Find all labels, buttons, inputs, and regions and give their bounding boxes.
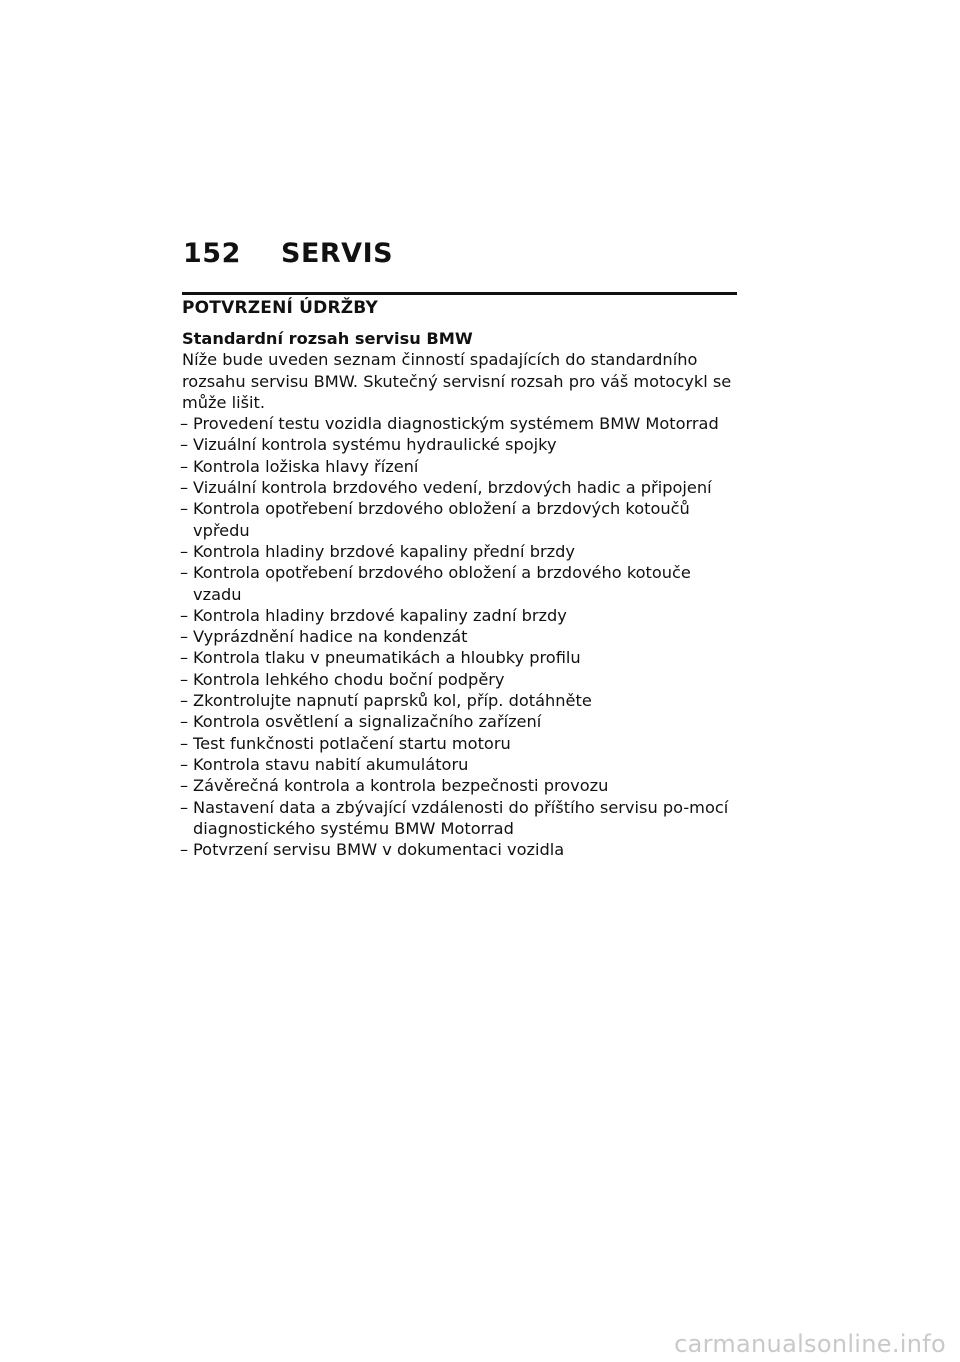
list-item: – Vizuální kontrola brzdového vedení, brzdových hadic a připojení [182,477,742,498]
header-divider [182,292,737,295]
list-item: – Potvrzení servisu BMW v dokumentaci vozidla [182,839,742,860]
list-item: – Kontrola opotřebení brzdového obložení a brzdových kotoučů vpředu [182,498,742,541]
service-checklist [182,413,742,860]
chapter-title: SERVIS [281,238,394,269]
list-item: – Kontrola hladiny brzdové kapaliny zadní brzdy [182,605,742,626]
section-title: POTVRZENÍ ÚDRŽBY [182,298,379,318]
watermark-text: carmanualsonline.info [674,1330,946,1358]
list-item: – Kontrola osvětlení a signalizačního zařízení [182,711,742,732]
list-item: – Test funkčnosti potlačení startu motoru [182,733,742,754]
list-item: – Kontrola tlaku v pneumatikách a hloubky profilu [182,647,742,668]
list-item: – Zkontrolujte napnutí paprsků kol, příp. dotáhněte [182,690,742,711]
intro-paragraph: Níže bude uveden seznam činností spadajících do standardního rozsahu servisu BMW. Skutečný servisní rozsah pro váš motocykl se může lišit. [182,350,732,412]
list-item: – Vyprázdnění hadice na kondenzát [182,626,742,647]
page-number: 152 [183,238,241,269]
list-item: – Kontrola opotřebení brzdového obložení a brzdového kotouče vzadu [182,562,742,605]
list-item: – Kontrola stavu nabití akumulátoru [182,754,742,775]
list-item: – Kontrola hladiny brzdové kapaliny přední brzdy [182,541,742,562]
section-subtitle: Standardní rozsah servisu BMW [182,329,473,348]
list-item: – Provedení testu vozidla diagnostickým systémem BMW Motorrad [182,413,742,434]
list-item: – Kontrola ložiska hlavy řízení [182,456,742,477]
list-item: – Kontrola lehkého chodu boční podpěry [182,669,742,690]
section-content [182,328,742,860]
list-item: – Vizuální kontrola systému hydraulické spojky [182,434,742,455]
list-item: – Závěrečná kontrola a kontrola bezpečnosti provozu [182,775,742,796]
list-item: – Nastavení data a zbývající vzdálenosti do příštího servisu po-mocí diagnostického systému BMW Motorrad [182,797,742,840]
page-header [183,238,393,269]
